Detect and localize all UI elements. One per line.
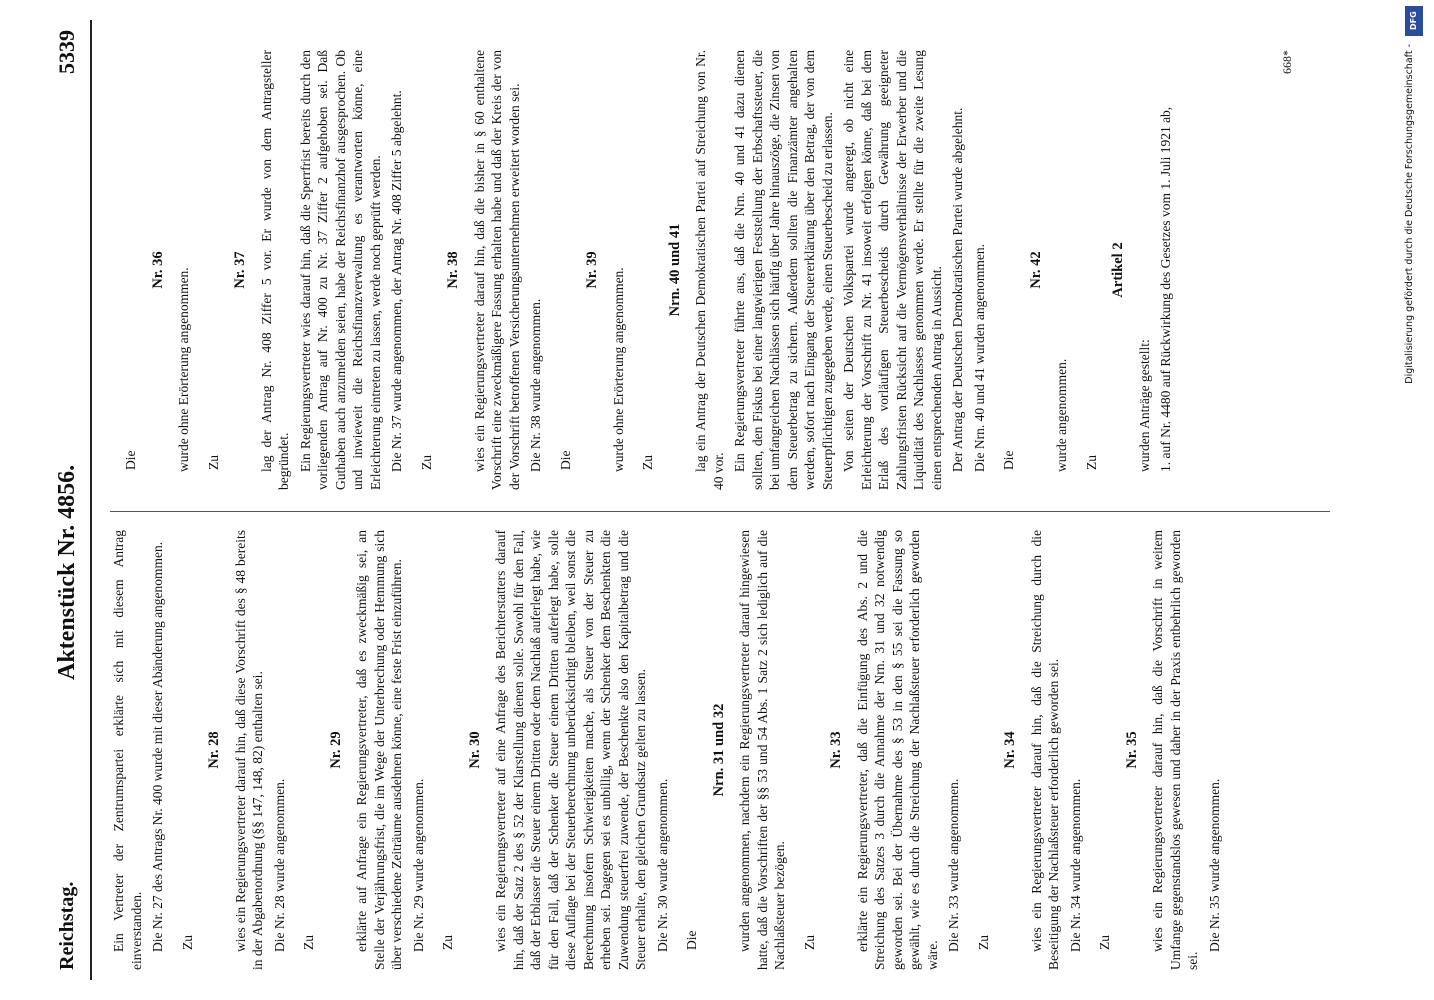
paragraph: wurden Anträge gestellt:: [1136, 339, 1152, 472]
paragraph: Die Nr. 28 wurde angenommen.: [271, 778, 287, 952]
header-left: Reichstag.: [56, 881, 78, 970]
section-intro: Zu: [440, 935, 455, 950]
column-divider: [110, 511, 1330, 512]
section-heading: Nr. 42: [1027, 251, 1044, 289]
header-title: Aktenstück Nr. 4856.: [54, 464, 80, 680]
digitization-strip: [1396, 0, 1434, 1000]
section-intro: Zu: [205, 455, 221, 470]
section-heading: Nr. 35: [1123, 731, 1140, 769]
paragraph: 1. auf Nr. 4480 auf Rückwirkung des Gesetzes vom 1. Juli 1921 ab,: [1158, 106, 1173, 472]
paragraph: wies ein Regierungsvertreter darauf hin, daß die Streichung durch die Beseitigung der Nachlaßsteuer erforderlich geworden sei.: [1028, 530, 1061, 970]
left-column: [110, 530, 1227, 970]
section-heading: Nr. 38: [445, 251, 461, 289]
paragraph: Ein Regierungsvertreter wies darauf hin, daß die Sperrfrist bereits durch den vorliegenden Antrag auf Nr. 400 zu Nr. 37 Ziffer 2 aufgehoben sei. Daß Guthaben auch anzumelden seien, habe der Reichsfinanzhof ausgesprochen. Ob und inwieweit die Reichsfinanzverwaltung es verantworten könne, eine Erleichterung eintreten zu lassen, werde noch geprüft werden.: [297, 50, 383, 490]
section-heading: Nrn. 31 und 32: [710, 703, 727, 797]
paragraph: Die Nr. 35 wurde angenommen.: [1206, 778, 1222, 952]
paragraph: wies ein Regierungsvertreter auf eine Anfrage des Berichterstatters darauf hin, daß der Satz 2 des § 52 der Klarstellung dienen solle. Sowohl für den Fall, daß der Erblasser die Steuer einem Dritten oder dem Nachlaß auferlegt habe, wie für den Fall, daß der Schenker die Steuer einem Dritten auferlegt habe, solle diese Auflage bei der Steuerberechnung unberücksichtigt bleiben, weil sonst die Berechnung insofern Schwierigkeiten mache, als Steuer von der Steuer zu erheben sei. Dagegen sei es unbillig, wenn der Schenker dem Beschenkten die Zuwendung steuerfrei zuwende, der Beschenkte also den Kapitalbetrag und die Steuer erhalte, den gleichen Grundsatz gelten zu lassen.: [493, 530, 648, 970]
sheet-number: 668*: [1280, 50, 1294, 74]
paragraph: Die Nr. 38 wurde angenommen.: [528, 298, 543, 472]
right-column: [110, 50, 1179, 490]
paragraph: wurde ohne Erörterung angenommen.: [610, 267, 626, 472]
section-intro: Zu: [418, 455, 434, 470]
paragraph: wies ein Regierungsvertreter darauf hin, daß die bisher in § 60 enthaltene Vorschrift eine zweckmäßigere Fassung erhalten habe und daß der Kreis der von der Vorschrift betroffenen Versicherungsunternehmen erweitert worden sei.: [471, 50, 522, 490]
section-heading: Nr. 29: [327, 731, 344, 769]
page-header: [50, 20, 92, 980]
section-intro: Die: [557, 450, 573, 470]
paragraph: Die Nr. 37 wurde angenommen, der Antrag Nr. 408 Ziffer 5 abgelehnt.: [389, 90, 404, 472]
section-heading: Nrn. 40 und 41: [666, 223, 683, 317]
section-intro: Zu: [975, 935, 991, 950]
paragraph: Die Nr. 27 des Antrags Nr. 400 wurde mit dieser Abänderung angenommen.: [150, 541, 165, 952]
paragraph: wies ein Regierungsvertreter darauf hin, daß die Vorschrift in weitem Umfange gegenstandslos gewesen und daher in der Praxis entbehrlich geworden sei.: [1150, 530, 1200, 970]
page-number: 5339: [54, 30, 79, 74]
paragraph: Ein Vertreter der Zentrumspartei erklärte sich mit diesem Antrag einverstanden.: [111, 530, 144, 970]
section-heading: Nr. 39: [584, 251, 600, 289]
paragraph: Die Nrn. 40 und 41 wurden angenommen.: [971, 244, 987, 472]
paragraph: wurden angenommen, nachdem ein Regierungsvertreter darauf hingewiesen hatte, daß die Vorschriften der §§ 53 und 54 Abs. 1 Satz 2 sich lediglich auf die Nachlaßsteuer bezögen.: [737, 530, 787, 970]
section-intro: Die: [684, 930, 699, 950]
paragraph: Die Nr. 29 wurde angenommen.: [410, 778, 426, 952]
section-heading: Nr. 36: [149, 251, 166, 289]
section-heading: Nr. 30: [466, 731, 483, 769]
section-intro: Zu: [640, 455, 655, 470]
section-heading: Nr. 34: [1002, 731, 1018, 769]
dfg-badge: DFG: [1405, 6, 1423, 36]
paragraph: wurde angenommen.: [1054, 358, 1069, 472]
paragraph: erklärte ein Regierungsvertreter, daß die Einfügung des Abs. 2 und die Streichung des Satzes 3 durch die Annahme der Nrn. 31 und 32 notwendig geworden sei. Bei der Übernahme des § 53 in den § 55 sei die Fassung so gewählt, wie es durch die Streichung der Nachlaßsteuer erforderlich geworden wäre.: [854, 530, 940, 970]
paragraph: erklärte auf Anfrage ein Regierungsvertreter, daß es zweckmäßig sei, an Stelle der Verjährungsfrist, die im Wege der Unterbrechung oder Hemmung sich über verschiedene Zeiträume ausdehnen könne, eine feste Frist einzuführen.: [354, 530, 404, 970]
section-intro: Zu: [1097, 935, 1112, 950]
document-page: [50, 20, 1350, 980]
section-intro: Zu: [179, 935, 195, 950]
section-intro: Zu: [801, 935, 817, 950]
section-intro: Die: [123, 450, 138, 470]
paragraph: wies ein Regierungsvertreter darauf hin, daß diese Vorschrift des § 48 bereits in der Abgabenordnung (§§ 147, 148, 82) enthalten sei.: [232, 530, 265, 970]
digitization-credit: Digitalisierung gefördert durch die Deutsche Forschungsgemeinschaft -: [1404, 44, 1415, 384]
paragraph: Die Nr. 33 wurde angenommen.: [946, 778, 961, 952]
paragraph: wurde ohne Erörterung angenommen.: [176, 267, 191, 472]
paragraph: Die Nr. 34 wurde angenommen.: [1067, 778, 1083, 952]
section-heading: Artikel 2: [1110, 242, 1126, 298]
paragraph: Der Antrag der Deutschen Demokratischen Partei wurde abgelehnt.: [950, 107, 965, 472]
paragraph: Ein Regierungsvertreter führte aus, daß die Nrn. 40 und 41 dazu dienen sollten, den Fiskus bei einer langwierigen Feststellung der Erbschaftssteuer, die bei umfangreichen Nachlässen sich häufig über Jahre hinauszöge, die Zinsen von dem Steuerbetrag zu sichern. Außerdem sollten die Finanzämter angehalten werden, sofort nach Eingang der Steuererklärung über den Betrag, der von dem Steuerpflichtigen zugegeben werde, einen Steuerbescheid zu erlassen.: [732, 50, 835, 490]
section-intro: Zu: [1083, 455, 1099, 470]
section-intro: Zu: [301, 935, 316, 950]
section-heading: Nr. 37: [232, 251, 248, 289]
section-heading: Nr. 28: [206, 731, 222, 769]
paragraph: Die Nr. 30 wurde angenommen.: [654, 778, 670, 952]
section-intro: Die: [1001, 450, 1016, 470]
section-heading: Nr. 33: [828, 731, 844, 769]
paragraph: lag ein Antrag der Deutschen Demokratischen Partei auf Streichung von Nr. 40 vor.: [693, 50, 726, 490]
paragraph: lag der Antrag Nr. 408 Ziffer 5 vor. Er wurde von dem Antragsteller begründet.: [258, 50, 291, 490]
paragraph: Von seiten der Deutschen Volkspartei wurde angeregt, ob nicht eine Erleichterung der Vorschrift zu Nr. 41 insoweit erfolgen könne, daß bei dem Erlaß des vorläufigen Steuerbescheids durch Gewährung geeigneter Zahlungsfristen Rücksicht auf die Vermögensverhältnisse der Erwerber und die Liquidität des Nachlasses genommen werde. Er stellte für die zweite Lesung einen entsprechenden Antrag in Aussicht.: [841, 50, 944, 490]
